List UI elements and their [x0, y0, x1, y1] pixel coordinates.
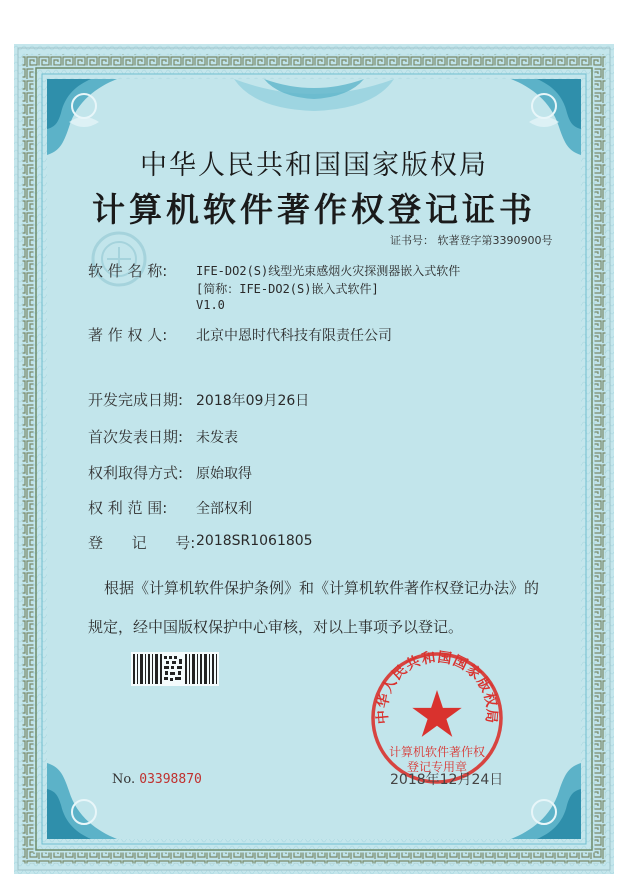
certificate-number: 证书号： 软著登字第3390900号 — [390, 234, 553, 247]
software-short-name: [简称：IFE-DO2(S)嵌入式软件] — [196, 282, 379, 296]
registration-number-label — [88, 532, 195, 553]
acquire-method-label: 权利取得方式: — [88, 464, 184, 482]
issuer-title: 中华人民共和国国家版权局 — [140, 150, 488, 181]
issue-date: 2018年12月24日 — [390, 772, 504, 788]
serial-prefix: No. — [112, 772, 136, 787]
rights-scope-label: 权 利 范 围: — [88, 499, 168, 517]
seal-line-2: 登记专用章 — [406, 760, 468, 774]
completion-date-label: 开发完成日期: — [88, 391, 184, 409]
barcode — [131, 652, 219, 686]
software-version: V1.0 — [196, 298, 225, 312]
seal-line-1: 计算机软件著作权 — [388, 745, 486, 759]
registration-number-label-text: 登 记 号: — [88, 534, 196, 552]
seal-ring-text: 中华人民共和国国家版权局 — [374, 649, 500, 725]
completion-date-value: 2018年09月26日 — [196, 393, 310, 409]
star-icon — [412, 690, 461, 737]
statement-line-2: 规定，经中国版权保护中心审核，对以上事项予以登记。 — [88, 618, 464, 636]
statement-line-1: 根据《计算机软件保护条例》和《计算机软件著作权登记办法》的 — [104, 579, 540, 597]
serial-value: 03398870 — [139, 772, 202, 787]
certificate — [14, 44, 614, 874]
publish-date-value: 未发表 — [196, 430, 238, 446]
owner-value: 北京中恩时代科技有限责任公司 — [196, 328, 392, 344]
software-name-label: 软 件 名 称: — [88, 262, 168, 280]
publish-date-label: 首次发表日期: — [88, 428, 184, 446]
rights-scope-value: 全部权利 — [196, 501, 252, 517]
registration-number-value: 2018SR1061805 — [196, 533, 313, 549]
certificate-title: 计算机软件著作权登记证书 — [92, 190, 536, 229]
owner-label: 著 作 权 人: — [88, 326, 168, 344]
serial-number — [112, 772, 202, 787]
acquire-method-value: 原始取得 — [196, 466, 252, 482]
software-name-value: IFE-DO2(S)线型光束感烟火灾探测器嵌入式软件 — [196, 264, 461, 278]
official-seal — [367, 648, 507, 788]
